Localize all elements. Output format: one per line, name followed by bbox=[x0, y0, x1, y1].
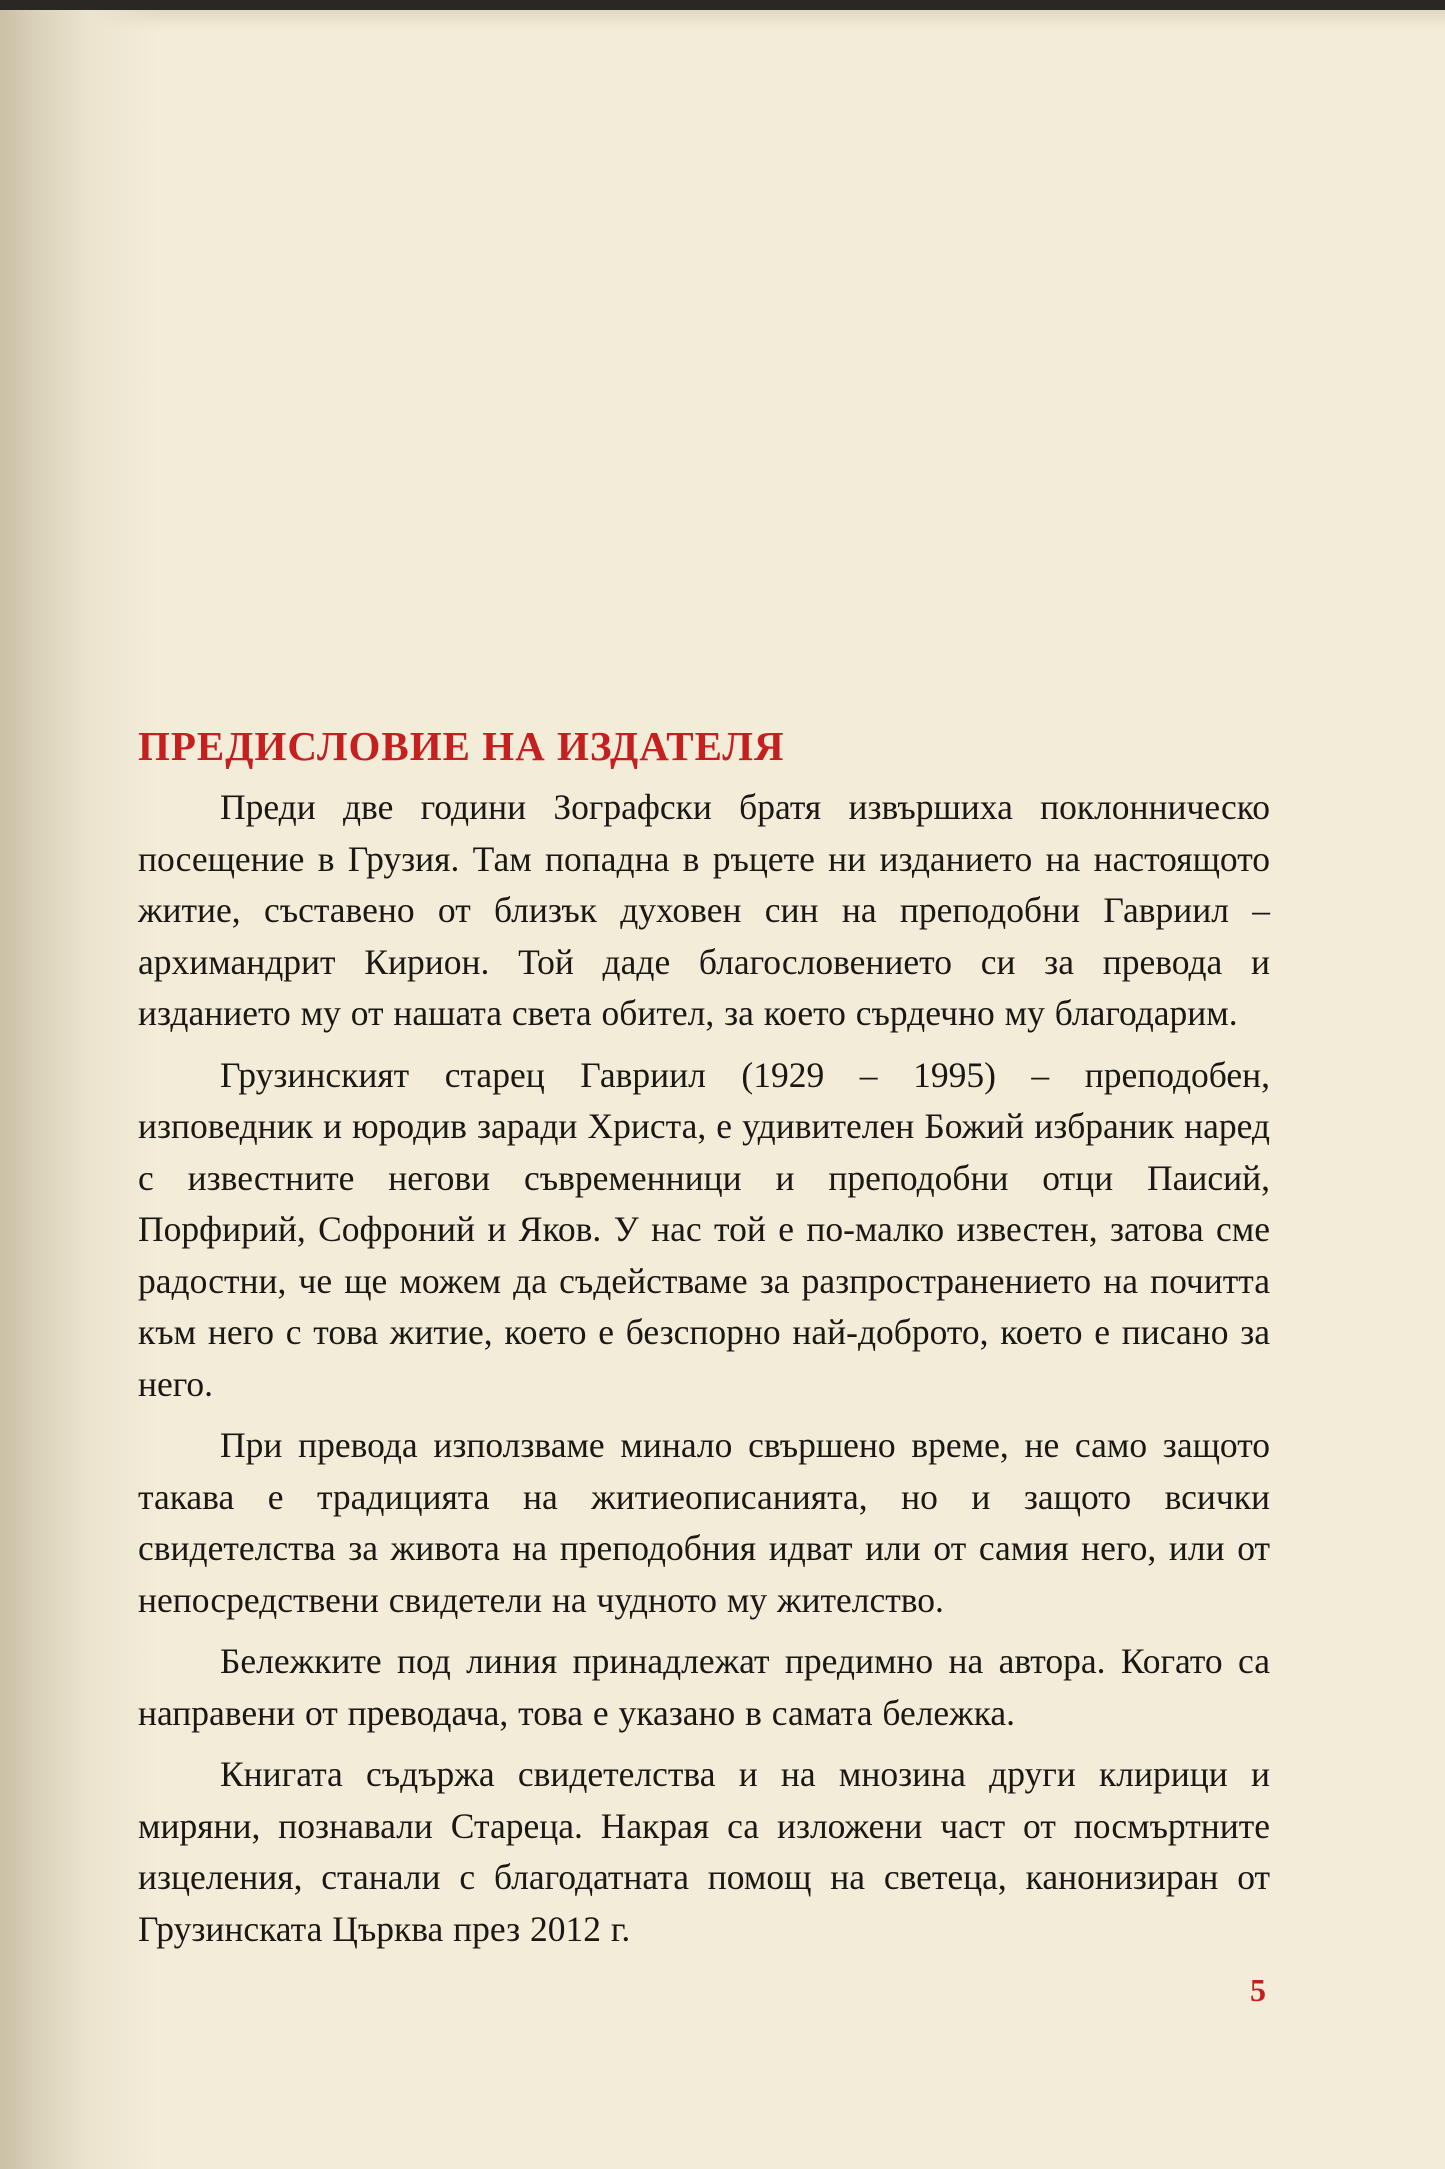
paragraph-3: При превода използваме минало свършено време, не само защото такава е традицията на житиеописанията, но и защото всички свидетелства за живота на преподобния идват или от самия него, или от непосредствени свидетели на чудното му жителство. bbox=[138, 1425, 1270, 1620]
paragraph-1: Преди две години Зографски братя извършиха поклонническо посещение в Грузия. Там попадна в ръцете ни изданието на настоящото житие, съставено от близък духовен син на преподобни Гавриил – архимандрит Кирион. Той даде благословението си за превода и изданието му от нашата света обител, за което сърдечно му благодарим. bbox=[138, 787, 1270, 1033]
paragraph-4: Бележките под линия принадлежат предимно на автора. Когато са направени от преводача, това е указано в самата бележка. bbox=[138, 1641, 1270, 1733]
paragraph-2: Грузинският старец Гавриил (1929 – 1995) – преподобен, изповедник и юродив заради Христа, е удивителен Божий избраник наред с известните негови съвременници и преподобни отци Паисий, Порфирий, Софроний и Яков. У нас той е по-малко известен, затова сме радостни, че ще можем да съдействаме за разпространението на почитта към него с това житие, което е безспорно най-доброто, което е писано за него. bbox=[138, 1054, 1270, 1404]
page-title: ПРЕДИСЛОВИЕ НА ИЗДАТЕЛЯ bbox=[138, 723, 785, 769]
scan-top-edge bbox=[0, 0, 1445, 10]
page-number: 5 bbox=[1250, 1972, 1266, 2008]
paragraph-5: Книгата съдържа свидетелства и на мнозина други клирици и миряни, познавали Стареца. Накрая са изложени част от посмъртните изцеления, станали с благодатната помощ на светеца, канонизиран от Грузинската Църква през 2012 г. bbox=[138, 1754, 1270, 1949]
page-content bbox=[138, 718, 1270, 1965]
